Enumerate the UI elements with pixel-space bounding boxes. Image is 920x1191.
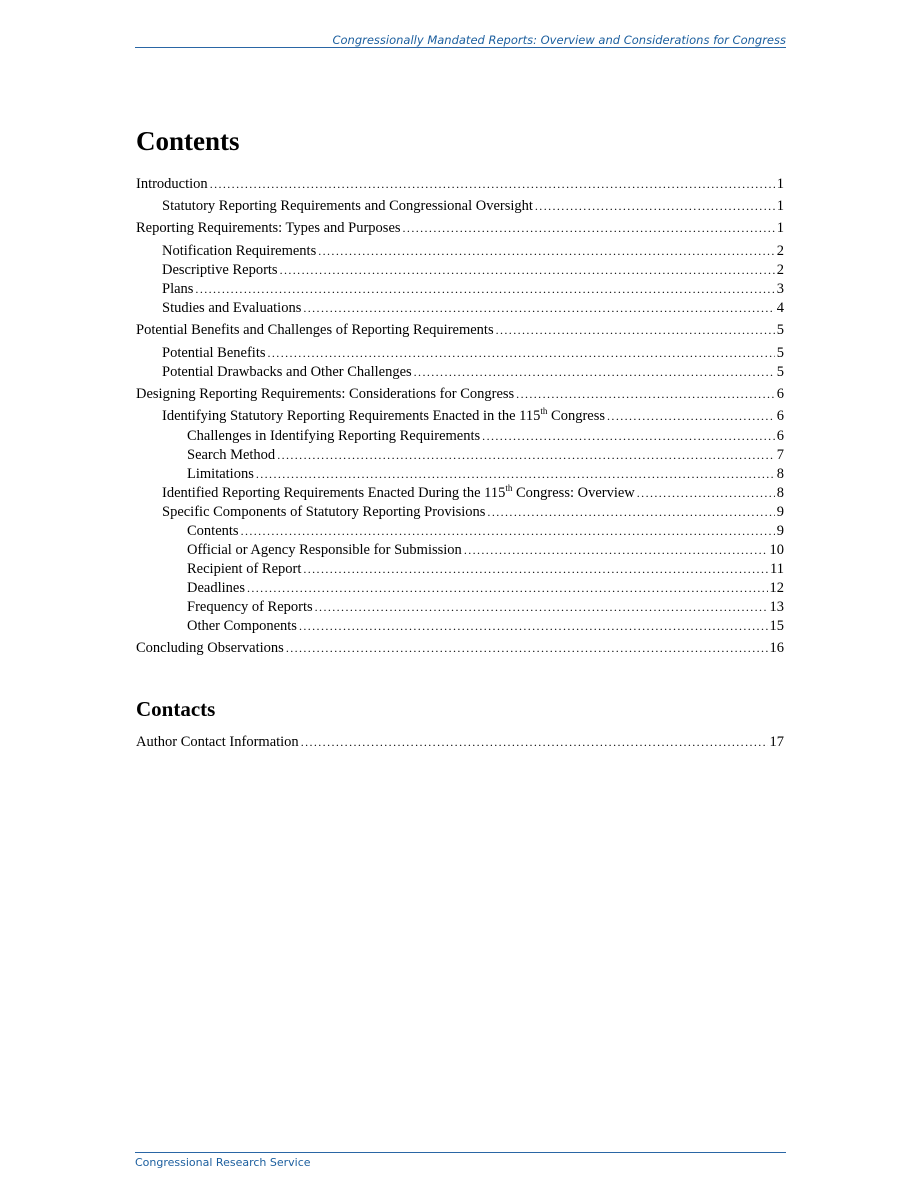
dot-leader bbox=[414, 363, 775, 381]
toc-entry[interactable] bbox=[136, 503, 784, 521]
toc-page-number: 6 bbox=[776, 386, 784, 402]
toc-entry-title: Plans bbox=[162, 281, 194, 297]
toc-entry-title: Potential Drawbacks and Other Challenges bbox=[162, 364, 412, 380]
footer-text: Congressional Research Service bbox=[135, 1156, 311, 1169]
toc-entry-title: Search Method bbox=[187, 447, 276, 463]
contact-entry-title: Author Contact Information bbox=[136, 734, 299, 750]
toc-page-number: 7 bbox=[776, 447, 784, 463]
toc-page-number: 2 bbox=[776, 243, 784, 259]
contacts-heading: Contacts bbox=[136, 697, 216, 721]
dot-leader bbox=[482, 427, 775, 445]
toc-entry[interactable] bbox=[136, 484, 784, 502]
toc-entry-title: Introduction bbox=[136, 176, 208, 192]
contact-page-number: 17 bbox=[769, 734, 784, 750]
dot-leader bbox=[280, 261, 775, 279]
toc-entry[interactable] bbox=[136, 541, 784, 559]
toc-entry-title: Identified Reporting Requirements Enacted During the 115th Congress: Overview bbox=[162, 483, 635, 501]
toc-entry[interactable] bbox=[136, 465, 784, 483]
toc-entry-title: Notification Requirements bbox=[162, 243, 317, 259]
toc-entry-title: Reporting Requirements: Types and Purposes bbox=[136, 220, 401, 236]
toc-page-number: 11 bbox=[770, 561, 784, 577]
toc-entry[interactable] bbox=[136, 639, 784, 657]
dot-leader bbox=[403, 219, 775, 237]
toc-entry[interactable] bbox=[136, 385, 784, 403]
toc-page-number: 10 bbox=[769, 542, 784, 558]
toc-entry[interactable] bbox=[136, 261, 784, 279]
toc-entry[interactable] bbox=[136, 560, 784, 578]
toc-entry[interactable] bbox=[136, 427, 784, 445]
toc-entry[interactable] bbox=[136, 363, 784, 381]
toc-page-number: 15 bbox=[769, 618, 784, 634]
toc-page-number: 4 bbox=[776, 300, 784, 316]
toc-entry-title: Specific Components of Statutory Reporting Provisions bbox=[162, 504, 486, 520]
dot-leader bbox=[301, 733, 768, 751]
contents-heading: Contents bbox=[136, 126, 240, 156]
toc-entry[interactable] bbox=[136, 219, 784, 237]
toc-page-number: 9 bbox=[776, 504, 784, 520]
toc-page-number: 1 bbox=[776, 220, 784, 236]
dot-leader bbox=[637, 484, 775, 502]
toc-entry[interactable] bbox=[136, 446, 784, 464]
toc-page-number: 1 bbox=[776, 198, 784, 214]
toc-entry[interactable] bbox=[136, 280, 784, 298]
contact-entry[interactable] bbox=[136, 733, 784, 751]
toc-entry[interactable] bbox=[136, 522, 784, 540]
toc-entry[interactable] bbox=[136, 299, 784, 317]
toc-entry-title: Challenges in Identifying Reporting Requirements bbox=[187, 428, 481, 444]
toc-entry-title: Potential Benefits bbox=[162, 345, 266, 361]
dot-leader bbox=[303, 560, 768, 578]
toc-page-number: 12 bbox=[769, 580, 784, 596]
dot-leader bbox=[210, 175, 775, 193]
toc-entry[interactable] bbox=[136, 344, 784, 362]
toc-entry-title: Potential Benefits and Challenges of Reporting Requirements bbox=[136, 322, 494, 338]
toc-entry-title: Other Components bbox=[187, 618, 297, 634]
running-header: Congressionally Mandated Reports: Overview and Considerations for Congress bbox=[332, 33, 786, 47]
toc-entry-title: Studies and Evaluations bbox=[162, 300, 302, 316]
toc-page-number: 6 bbox=[776, 428, 784, 444]
dot-leader bbox=[286, 639, 768, 657]
toc-entry-title: Designing Reporting Requirements: Considerations for Congress bbox=[136, 386, 515, 402]
toc-entry-title: Limitations bbox=[187, 466, 254, 482]
toc-page-number: 5 bbox=[776, 364, 784, 380]
dot-leader bbox=[247, 579, 768, 597]
dot-leader bbox=[607, 407, 775, 425]
dot-leader bbox=[299, 617, 768, 635]
toc-entry[interactable] bbox=[136, 175, 784, 193]
toc-entry-title: Official or Agency Responsible for Submission bbox=[187, 542, 462, 558]
toc-page-number: 5 bbox=[776, 322, 784, 338]
toc-page-number: 9 bbox=[776, 523, 784, 539]
toc-page-number: 3 bbox=[776, 281, 784, 297]
dot-leader bbox=[241, 522, 775, 540]
toc-page-number: 8 bbox=[776, 485, 784, 501]
toc-entry[interactable] bbox=[136, 197, 784, 215]
header-rule bbox=[135, 47, 786, 48]
toc-page-number: 1 bbox=[776, 176, 784, 192]
dot-leader bbox=[496, 321, 775, 339]
toc-page-number: 6 bbox=[776, 408, 784, 424]
toc-entry[interactable] bbox=[136, 617, 784, 635]
toc-entry-title: Descriptive Reports bbox=[162, 262, 278, 278]
dot-leader bbox=[487, 503, 774, 521]
dot-leader bbox=[318, 242, 775, 260]
dot-leader bbox=[535, 197, 775, 215]
toc-entry[interactable] bbox=[136, 407, 784, 425]
dot-leader bbox=[464, 541, 768, 559]
toc-entry-title: Deadlines bbox=[187, 580, 245, 596]
dot-leader bbox=[195, 280, 774, 298]
toc-page-number: 8 bbox=[776, 466, 784, 482]
dot-leader bbox=[516, 385, 775, 403]
toc-entry-title: Identifying Statutory Reporting Requirements Enacted in the 115th Congress bbox=[162, 406, 606, 424]
toc-entry-title: Recipient of Report bbox=[187, 561, 302, 577]
toc-entry[interactable] bbox=[136, 579, 784, 597]
dot-leader bbox=[315, 598, 768, 616]
toc-entry[interactable] bbox=[136, 598, 784, 616]
toc-entry-title: Contents bbox=[187, 523, 239, 539]
dot-leader bbox=[303, 299, 774, 317]
toc-entry-title: Statutory Reporting Requirements and Congressional Oversight bbox=[162, 198, 533, 214]
toc-entry-title: Frequency of Reports bbox=[187, 599, 313, 615]
toc-page-number: 5 bbox=[776, 345, 784, 361]
toc-page-number: 16 bbox=[769, 640, 784, 656]
dot-leader bbox=[256, 465, 775, 483]
dot-leader bbox=[277, 446, 775, 464]
toc-entry-title: Concluding Observations bbox=[136, 640, 284, 656]
dot-leader bbox=[268, 344, 775, 362]
footer-rule bbox=[135, 1152, 786, 1153]
toc-entry[interactable] bbox=[136, 321, 784, 339]
toc-entry[interactable] bbox=[136, 242, 784, 260]
toc-page-number: 2 bbox=[776, 262, 784, 278]
toc-page-number: 13 bbox=[769, 599, 784, 615]
